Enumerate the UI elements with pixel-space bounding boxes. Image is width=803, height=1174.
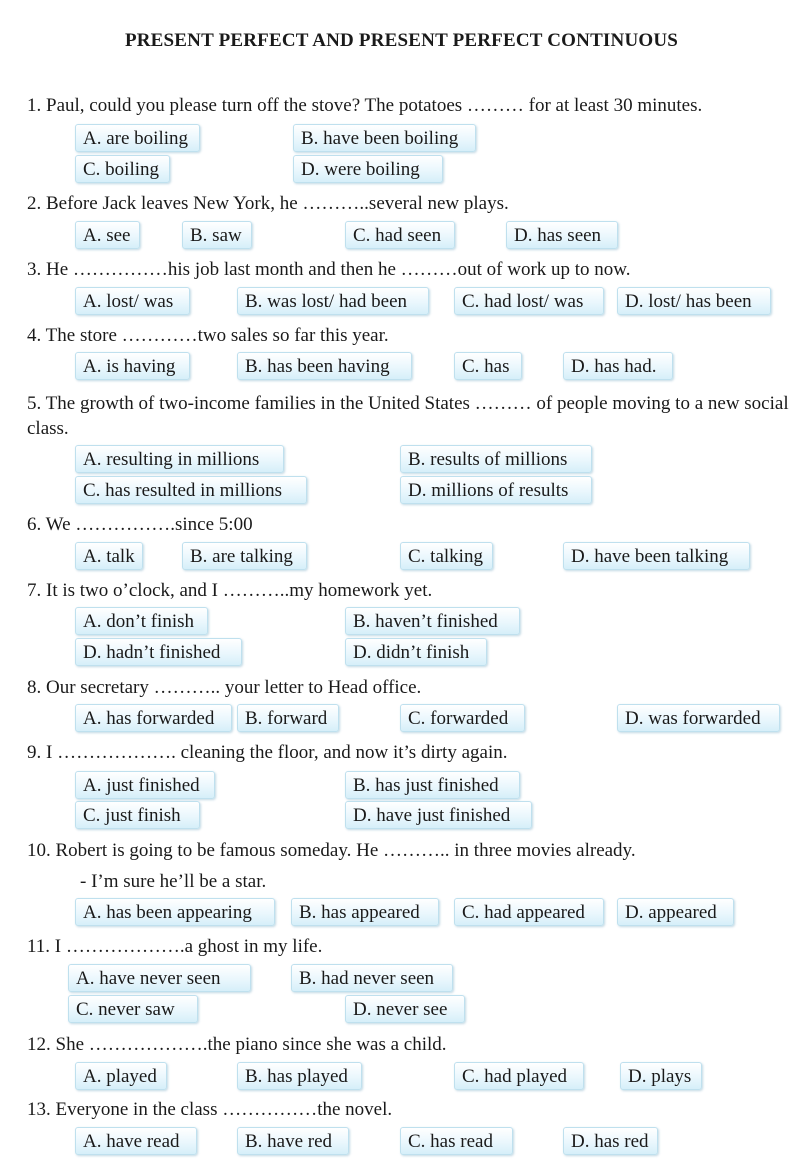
q7-option-a[interactable]: A. don’t finish [75,607,208,635]
q13-option-d[interactable]: D. has red [563,1127,658,1155]
q4-option-d[interactable]: D. has had. [563,352,673,380]
question-5: 5. The growth of two-income families in the United States ……… of people moving to a new social class. [27,393,789,439]
q2-option-b[interactable]: B. saw [182,221,252,249]
q1-option-c[interactable]: C. boiling [75,155,170,183]
question-12: 12. She ……………….the piano since she was a child. [27,1034,447,1055]
q13-option-a[interactable]: A. have read [75,1127,197,1155]
question-13: 13. Everyone in the class ……………the novel. [27,1099,393,1120]
q6-option-c[interactable]: C. talking [400,542,493,570]
q11-option-d[interactable]: D. never see [345,995,465,1023]
q7-option-d2[interactable]: D. didn’t finish [345,638,487,666]
q8-option-b[interactable]: B. forward [237,704,339,732]
q4-option-a[interactable]: A. is having [75,352,190,380]
q2-option-c[interactable]: C. had seen [345,221,455,249]
q5-option-a[interactable]: A. resulting in millions [75,445,284,473]
q6-option-a[interactable]: A. talk [75,542,143,570]
question-3: 3. He ……………his job last month and then he ………out of work up to now. [27,259,631,280]
q2-option-a[interactable]: A. see [75,221,140,249]
q5-option-d[interactable]: D. millions of results [400,476,592,504]
q12-option-d[interactable]: D. plays [620,1062,702,1090]
question-11: 11. I ……………….a ghost in my life. [27,936,323,957]
q11-option-c[interactable]: C. never saw [68,995,198,1023]
question-1: 1. Paul, could you please turn off the stove? The potatoes ……… for at least 30 minutes. [27,95,703,116]
q3-option-a[interactable]: A. lost/ was [75,287,190,315]
q7-option-b[interactable]: B. haven’t finished [345,607,520,635]
q1-option-d[interactable]: D. were boiling [293,155,443,183]
question-6: 6. We …………….since 5:00 [27,514,253,535]
q6-option-b[interactable]: B. are talking [182,542,307,570]
q11-option-a[interactable]: A. have never seen [68,964,251,992]
q3-option-d[interactable]: D. lost/ has been [617,287,771,315]
q11-option-b[interactable]: B. had never seen [291,964,453,992]
q3-option-b[interactable]: B. was lost/ had been [237,287,429,315]
q8-option-d[interactable]: D. was forwarded [617,704,780,732]
q4-option-b[interactable]: B. has been having [237,352,412,380]
q9-option-c[interactable]: C. just finish [75,801,200,829]
question-2: 2. Before Jack leaves New York, he ………..several new plays. [27,193,509,214]
q8-option-c[interactable]: C. forwarded [400,704,525,732]
worksheet-title: PRESENT PERFECT AND PRESENT PERFECT CONTINUOUS [124,30,679,51]
q10-option-c[interactable]: C. had appeared [454,898,604,926]
q12-option-a[interactable]: A. played [75,1062,167,1090]
q13-option-c[interactable]: C. has read [400,1127,513,1155]
q10-option-b[interactable]: B. has appeared [291,898,439,926]
q3-option-c[interactable]: C. had lost/ was [454,287,604,315]
q9-option-b[interactable]: B. has just finished [345,771,520,799]
q5-option-b[interactable]: B. results of millions [400,445,592,473]
q2-option-d[interactable]: D. has seen [506,221,618,249]
q5-option-c[interactable]: C. has resulted in millions [75,476,307,504]
question-8: 8. Our secretary ……….. your letter to Head office. [27,677,422,698]
question-10-response: - I’m sure he’ll be a star. [80,871,267,892]
question-4: 4. The store …………two sales so far this year. [27,325,389,346]
question-7: 7. It is two o’clock, and I ………..my homework yet. [27,580,433,601]
q7-option-d1[interactable]: D. hadn’t finished [75,638,242,666]
q6-option-d[interactable]: D. have been talking [563,542,750,570]
q1-option-b[interactable]: B. have been boiling [293,124,476,152]
q13-option-b[interactable]: B. have red [237,1127,349,1155]
q8-option-a[interactable]: A. has forwarded [75,704,232,732]
q12-option-c[interactable]: C. had played [454,1062,584,1090]
question-9: 9. I ………………. cleaning the floor, and now it’s dirty again. [27,742,508,763]
q10-option-a[interactable]: A. has been appearing [75,898,275,926]
q1-option-a[interactable]: A. are boiling [75,124,200,152]
q12-option-b[interactable]: B. has played [237,1062,362,1090]
q4-option-c[interactable]: C. has [454,352,522,380]
question-10: 10. Robert is going to be famous someday. He ……….. in three movies already. [27,840,636,861]
q9-option-a[interactable]: A. just finished [75,771,215,799]
q9-option-d[interactable]: D. have just finished [345,801,532,829]
q10-option-d[interactable]: D. appeared [617,898,734,926]
